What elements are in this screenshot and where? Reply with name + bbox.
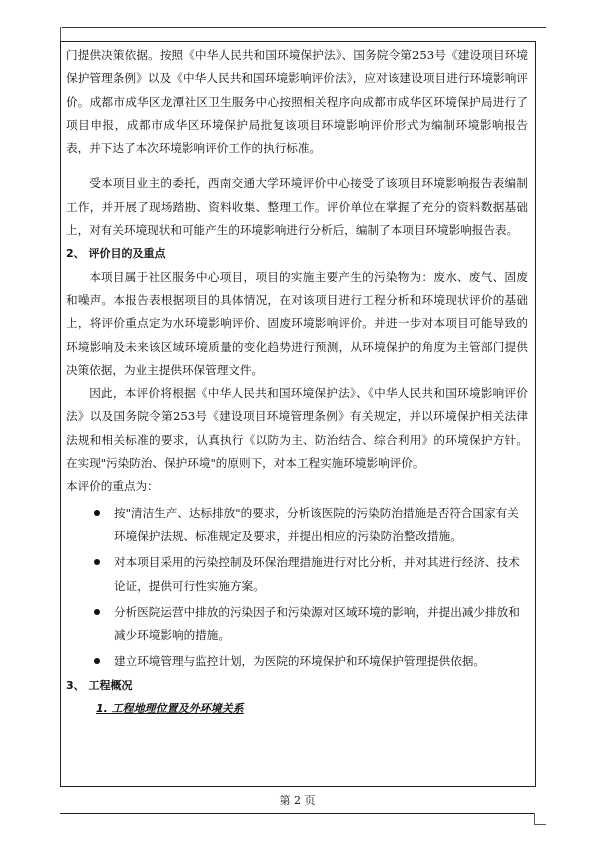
paragraph-legal-basis: 门提供决策依据。按照《中华人民共和国环境保护法》、国务院令第253号《建设项目环境保护管理条例》以及《中华人民共和国环境影响评价法》，应对该建设项目进行环境影响评价。成都市成华区龙潭社区卫生服务中心按照相关程序向成都市成华区环境保护局进行了项目申报，成都市成华区环境保护局批复该项目环境影响评价形式为编制环境影响报告表，并下达了本次环境影响评价工作的执行标准。 — [66, 48, 528, 156]
paragraph-project-pollutants: 本项目属于社区服务中心项目，项目的实施主要产生的污染物为：废水、废气、固废和噪声。本报告表根据项目的具体情况，在对该项目进行工程分析和环境现状评价的基础上，将评价重点定为水环境影响评价、固废环境影响评价。并进一步对本项目可能导致的环境影响及未来该区域环境质量的变化趋势进行预测，从环境保护的角度为主管部门提供决策依据，为业主提供环保管理文件。 — [66, 269, 528, 377]
header-rule — [62, 27, 546, 28]
document-body — [66, 44, 528, 720]
section-heading-project-overview: 3、 工程概况 — [66, 678, 133, 692]
list-item-text: 建立环境管理与监控计划，为医院的环境保护和环境保护管理提供依据。 — [114, 654, 486, 669]
list-item-text: 分析医院运营中排放的污染因子和污染源对区域环境的影响，并提出减少排放和减少环境影响的措施。 — [114, 604, 520, 643]
paragraph-evaluation-basis: 因此，本评价将根据《中华人民共和国环境保护法》、《中华人民共和国环境影响评价法》以及国务院令第253号《建设项目环境管理条例》有关规定，并以环境保护相关法律法规和相关标准的要求，认真执行《以防为主、防治结合、综合利用》的环境保护方针。在实现"污染防治、保护环境"的原则下，对本工程实施环境影响评价。 — [66, 386, 528, 471]
bullet-icon — [94, 658, 100, 664]
focus-intro: 本评价的重点为： — [66, 479, 159, 494]
list-item — [66, 502, 528, 549]
bullet-icon — [94, 559, 100, 565]
focus-list — [66, 502, 528, 674]
list-item-text: 对本项目采用的污染控制及环保治理措施进行对比分析，并对其进行经济、技术论证，提供可行性实施方案。 — [114, 555, 520, 593]
subsection-heading-location: 1. 工程地理位置及外环境关系 — [96, 702, 244, 716]
list-item — [66, 551, 528, 598]
list-item-text: 按"清洁生产、达标排放"的要求，分析该医院的污染防治措施是否符合国家有关环境保护法规、标准规定及要求，并提出相应的污染防治整改措施。 — [114, 505, 519, 543]
page-number: 第 2 页 — [279, 794, 316, 807]
list-item — [66, 601, 528, 648]
corner-mark — [534, 824, 546, 825]
section-heading-evaluation-purpose: 2、 评价目的及重点 — [66, 247, 166, 261]
bullet-icon — [94, 510, 100, 516]
list-item — [66, 650, 528, 673]
paragraph-commission: 受本项目业主的委托，西南交通大学环境评价中心接受了该项目环境影响报告表编制工作，并开展了现场踏勘、资料收集、整理工作。评价单位在掌握了充分的资料数据基础上，对有关环境现状和可能产生的环境影响进行分析后，编制了本项目环境影响报告表。 — [66, 176, 528, 238]
footer-rule — [60, 813, 535, 814]
bullet-icon — [94, 609, 100, 615]
corner-mark — [60, 27, 61, 41]
